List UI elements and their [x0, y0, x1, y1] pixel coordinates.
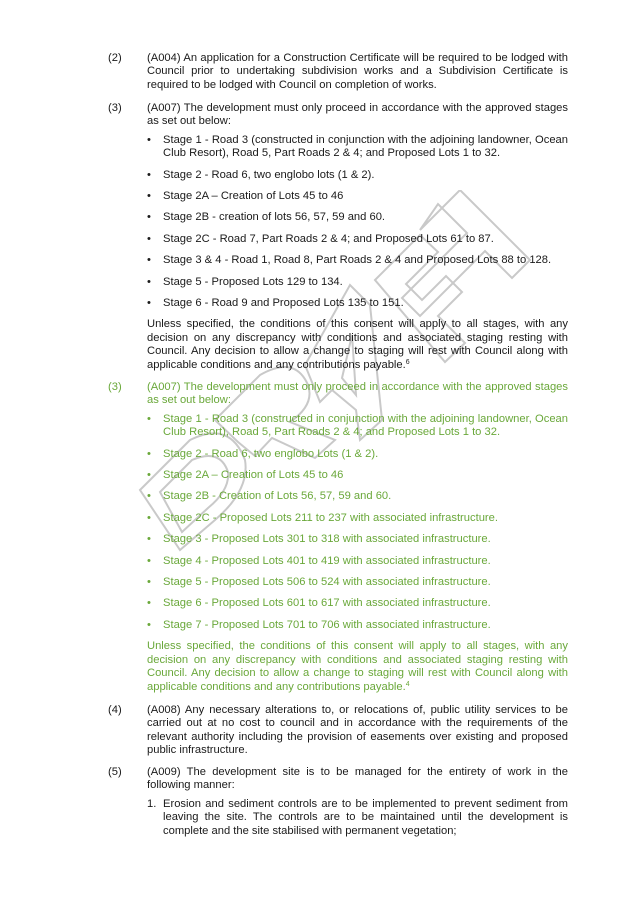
clause-a007-amended: [108, 381, 568, 694]
stage-item: • Stage 6 - Road 9 and Proposed Lots 135 to 151.: [147, 297, 404, 310]
stage-item: • Stage 1 - Road 3 (constructed in conjunction with the adjoining landowner, Ocean Club Resort), Road 5, Part Roads 2 & 4; and Proposed Lots 1 to 32.: [147, 412, 568, 439]
clause-number: (3): [108, 381, 122, 393]
footnote-ref: 6: [405, 358, 410, 366]
stage-list: [147, 413, 568, 632]
stage-item: • Stage 2B - Creation of Lots 56, 57, 59 and 60.: [147, 490, 392, 503]
clause-a007-original: [108, 102, 568, 372]
clause-intro: (A009) The development site is to be managed for the entirety of work in the following manner:: [147, 766, 568, 792]
stage-item: • Stage 2C - Road 7, Part Roads 2 & 4; and Proposed Lots 61 to 87.: [147, 232, 494, 245]
footnote-ref: 4: [405, 680, 410, 688]
stage-item: • Stage 2A – Creation of Lots 45 to 46: [147, 469, 344, 482]
clause-intro: (A007) The development must only proceed in accordance with the approved stages as set out below:: [147, 381, 568, 407]
clause-intro: (A007) The development must only proceed in accordance with the approved stages as set out below:: [147, 102, 568, 128]
stage-list: [147, 134, 568, 311]
stage-item: • Stage 6 - Proposed Lots 601 to 617 with associated infrastructure.: [147, 597, 491, 610]
stage-item: • Stage 2 - Road 6, two englobo lots (1 & 2).: [147, 168, 375, 181]
stage-item: • Stage 1 - Road 3 (constructed in conjunction with the adjoining landowner, Ocean Club Resort), Road 5, Part Roads 2 & 4; and Proposed Lots 1 to 32.: [147, 133, 568, 160]
stage-item: • Stage 2B - creation of lots 56, 57, 59 and 60.: [147, 211, 386, 224]
numbered-list: [147, 798, 568, 838]
clause-number: (4): [108, 704, 122, 716]
stage-item: • Stage 2 - Road 6, two englobo Lots (1 & 2).: [147, 447, 379, 460]
clause-a009: [108, 766, 568, 838]
stage-item: • Stage 2C - Proposed Lots 211 to 237 with associated infrastructure.: [147, 511, 498, 524]
clause-text: (A004) An application for a Construction Certificate will be required to be lodged with Council prior to undertaking subdivision works and a Subdivision Certificate is required to be lodged with Council on completion of works.: [147, 52, 568, 91]
clause-number: (3): [108, 102, 122, 114]
stage-item: • Stage 5 - Proposed Lots 506 to 524 with associated infrastructure.: [147, 576, 491, 589]
clause-number: (2): [108, 52, 122, 64]
stage-item: • Stage 3 & 4 - Road 1, Road 8, Part Roads 2 & 4 and Proposed Lots 88 to 128.: [147, 254, 552, 267]
stage-item: • Stage 7 - Proposed Lots 701 to 706 with associated infrastructure.: [147, 618, 491, 631]
staging-note: Unless specified, the conditions of this consent will apply to all stages, with any decision on any discrepancy with conditions and associated staging resting with Council. Any decision to allow a change to staging will rest with Council along with applicable conditions and any contributions payable.$^4$: [147, 640, 568, 693]
clause-a004: [108, 52, 568, 92]
clause-number: (5): [108, 766, 122, 778]
staging-note: Unless specified, the conditions of this consent will apply to all stages, with any decision on any discrepancy with conditions and associated staging resting with Council. Any decision to allow a change to staging will rest with Council along with applicable conditions and any contributions payable.$^6$: [147, 318, 568, 371]
stage-item: • Stage 3 - Proposed Lots 301 to 318 with associated infrastructure.: [147, 533, 491, 546]
stage-item: • Stage 5 - Proposed Lots 129 to 134.: [147, 275, 343, 288]
stage-item: • Stage 4 - Proposed Lots 401 to 419 with associated infrastructure.: [147, 554, 491, 567]
stage-item: • Stage 2A – Creation of Lots 45 to 46: [147, 190, 344, 203]
clause-a008: [108, 704, 568, 758]
list-item: 1. Erosion and sediment controls are to be implemented to prevent sediment from leaving the site. The controls are to be maintained until the development is complete and the site stabilised with permanent vegetation;: [147, 797, 568, 837]
clause-text: (A008) Any necessary alterations to, or relocations of, public utility services to be carried out at no cost to council and in accordance with the requirements of the relevant authority including the provision of easements over existing and proposed public infrastructure.: [147, 704, 568, 757]
